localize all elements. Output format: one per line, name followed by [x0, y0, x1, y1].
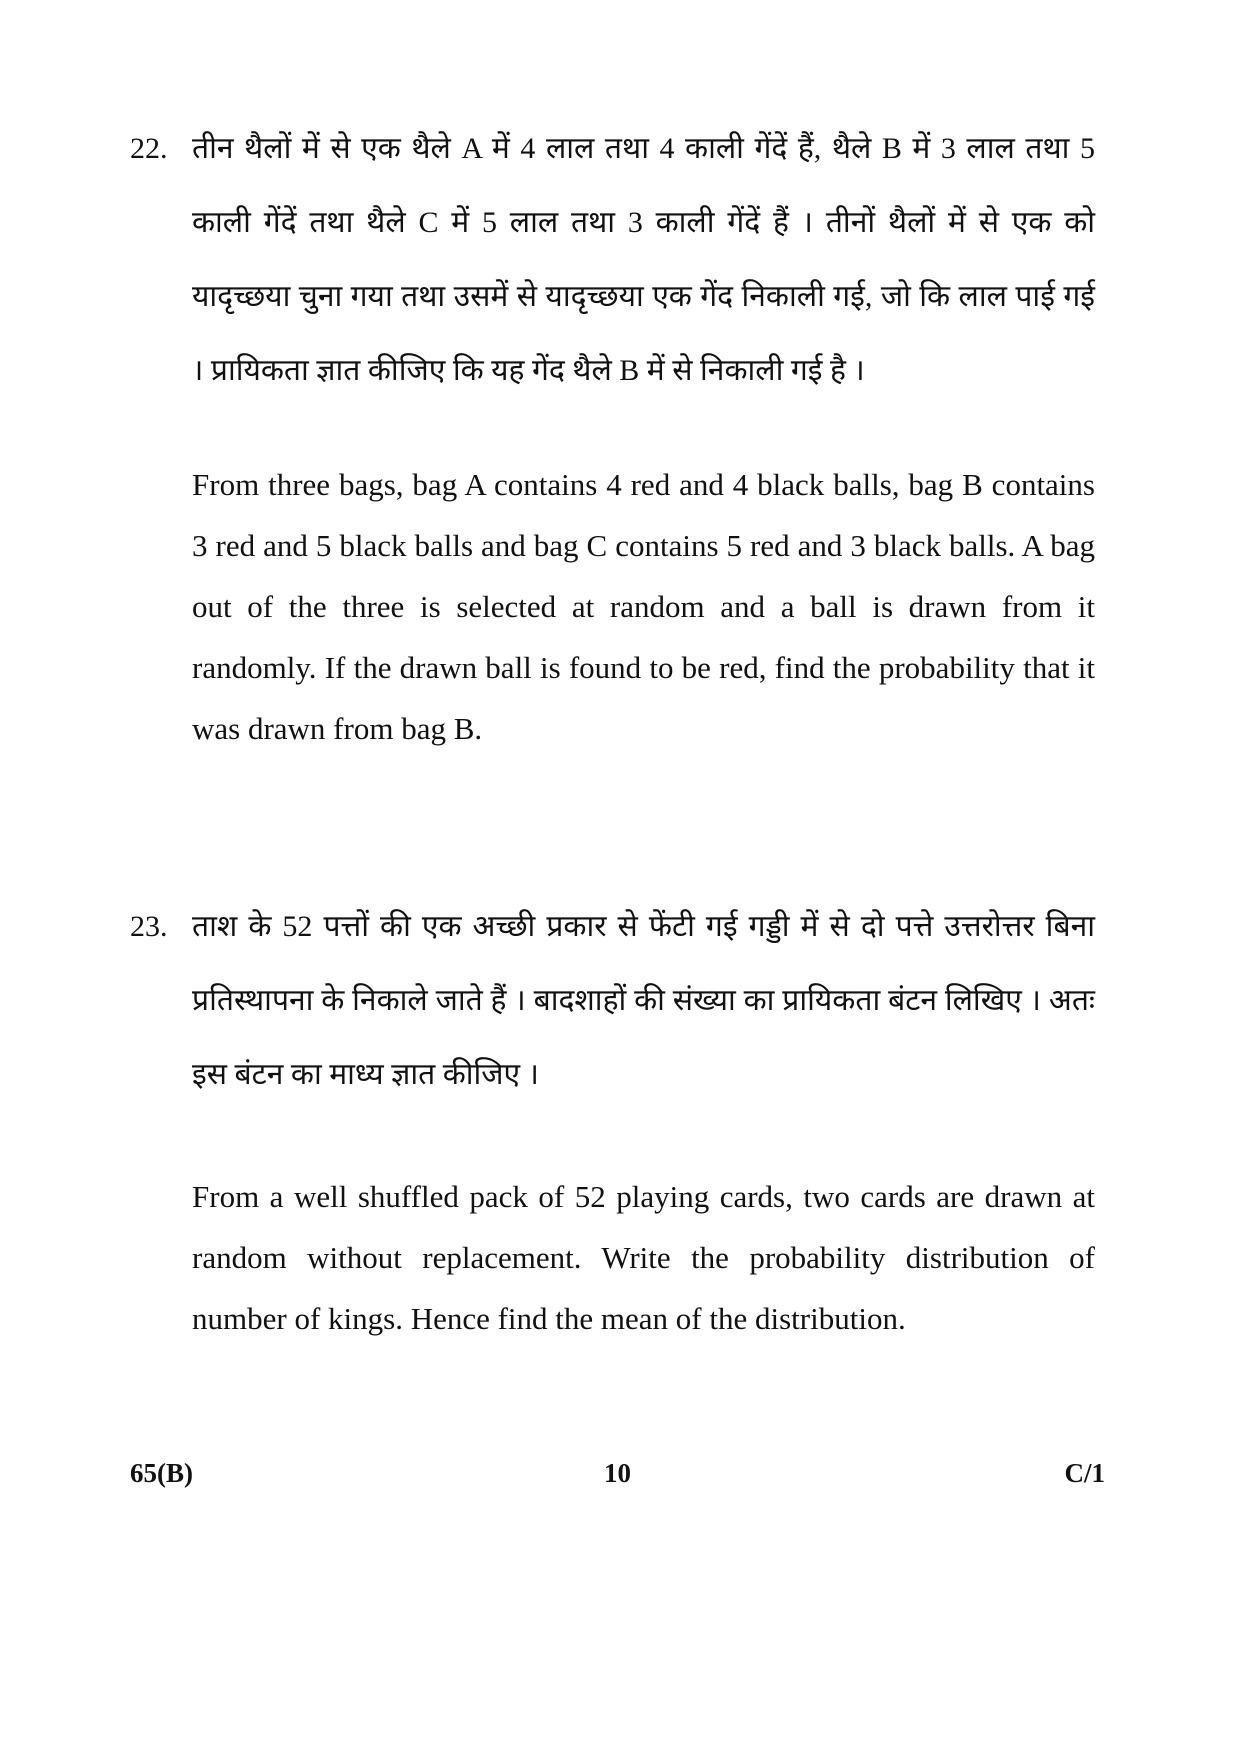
question-text-english: From a well shuffled pack of 52 playing cards, two cards are drawn at random without replacement. Write the probability distribution of number of kings. Hence find the mean of the distribution. [192, 1179, 1095, 1336]
question-body [192, 890, 1095, 1349]
paper-code: 65(B) [130, 1458, 193, 1488]
question-body [192, 112, 1095, 759]
page-number: 10 [604, 1458, 631, 1488]
set-code: C/1 [1064, 1458, 1105, 1488]
question-text-english: From three bags, bag A contains 4 red and 4 black balls, bag B contains 3 red and 5 black balls and bag C contains 5 red and 3 black balls. A bag out of the three is selected at random and a ball is drawn from it randomly. If the drawn ball is found to be red, find the probability that it was drawn from bag B. [192, 467, 1095, 746]
question-text-hindi: ताश के 52 पत्तों की एक अच्छी प्रकार से फेंटी गई गड्डी में से दो पत्ते उत्तरोत्तर बिना प्रतिस्थापना के निकाले जाते हैं । बादशाहों की संख्या का प्रायिकता बंटन लिखिए । अतः इस बंटन का माध्य ज्ञात कीजिए । [192, 910, 1095, 1091]
question-text-hindi: तीन थैलों में से एक थैले A में 4 लाल तथा 4 काली गेंदें हैं, थैले B में 3 लाल तथा 5 काली गेंदें तथा थैले C में 5 लाल तथा 3 काली गेंदें हैं । तीनों थैलों में से एक को यादृच्छया चुना गया तथा उसमें से यादृच्छया एक गेंद निकाली गई, जो कि लाल पाई गई । प्रायिकता ज्ञात कीजिए कि यह गेंद थैले B में से निकाली गई है । [192, 132, 1095, 387]
question-number: 23. [130, 910, 168, 943]
question-number: 22. [130, 132, 168, 165]
page-footer [130, 1458, 1105, 1498]
